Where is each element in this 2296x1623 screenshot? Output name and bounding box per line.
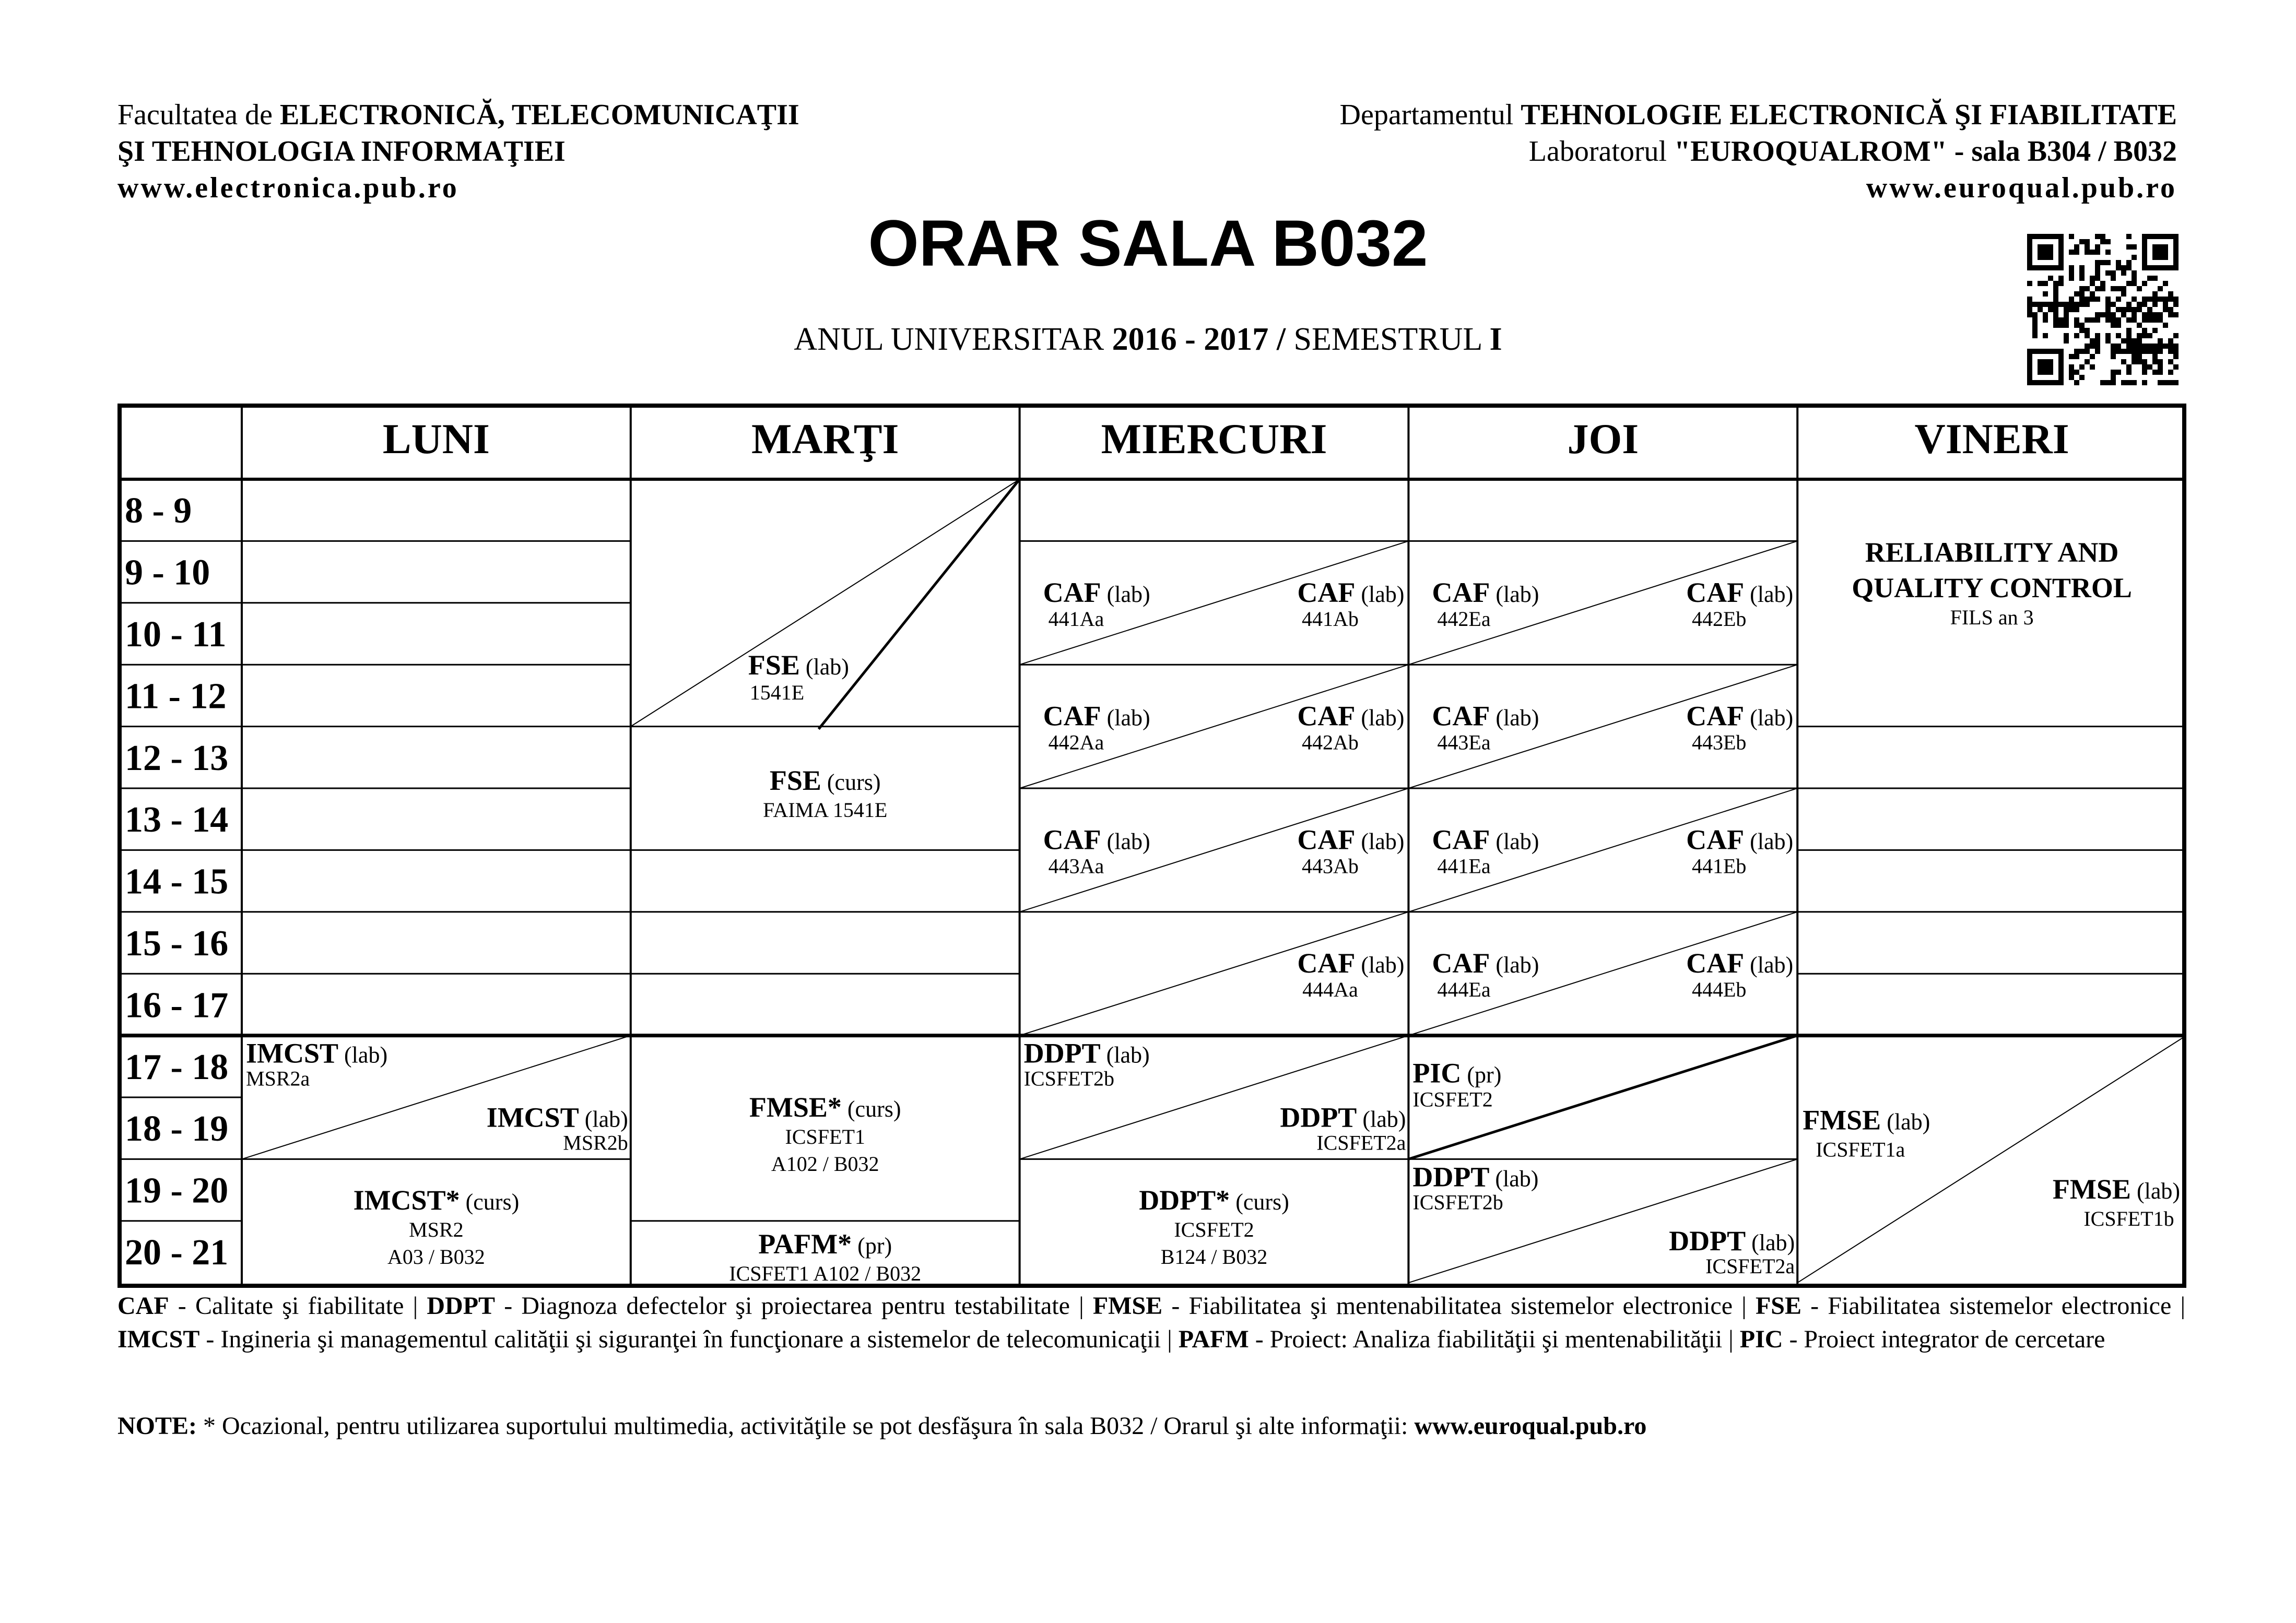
entry-title-left: IMCST (lab) (246, 1037, 388, 1069)
legend-separator: | (1722, 1325, 1740, 1353)
entry-group-right: 443Eb (1691, 730, 1747, 754)
entry-title: RELIABILITY AND (1865, 536, 2119, 568)
hour-label: 10 - 11 (125, 614, 227, 655)
legend-description: - Calitate şi fiabilitate (169, 1292, 404, 1320)
entry-title-left: CAF (lab) (1043, 700, 1150, 732)
legend-abbr: FSE (1755, 1292, 1802, 1320)
department-url-link[interactable]: www.euroqual.pub.ro (1866, 172, 2177, 204)
entry-title-left: CAF (lab) (1432, 824, 1539, 856)
entry-group-left: ICSFET2b (1412, 1190, 1503, 1214)
entry-title: PAFM* (pr) (758, 1228, 892, 1260)
faculty-header (117, 97, 799, 206)
department-line-1: Departamentul TEHNOLOGIE ELECTRONICĂ ŞI FIABILITATE (1339, 99, 2177, 131)
legend-abbr: DDPT (427, 1292, 496, 1320)
entry-title-right: IMCST (lab) (486, 1101, 628, 1133)
legend-separator: | (1069, 1292, 1093, 1320)
hour-label: 14 - 15 (125, 861, 229, 902)
abbreviation-legend (117, 1289, 2185, 1356)
entry-title-left: CAF (lab) (1432, 576, 1539, 608)
legend-abbr: PIC (1739, 1325, 1783, 1353)
legend-description: - Fiabilitatea şi mentenabilitatea sistemelor electronice (1162, 1292, 1733, 1320)
entry-group-right: 444Aa (1302, 978, 1358, 1002)
legend-separator: | (404, 1292, 427, 1320)
hour-label: 8 - 9 (125, 491, 192, 531)
entry-group-left: ICSFET2b (1023, 1067, 1114, 1091)
legend-description: - Fiabilitatea sistemelor electronice (1801, 1292, 2172, 1320)
entry-detail: FILS an 3 (1950, 605, 2034, 629)
note-url-link[interactable]: www.euroqual.pub.ro (1414, 1412, 1647, 1440)
legend-abbr: IMCST (117, 1325, 200, 1353)
entry-group-right: ICSFET1b (2083, 1207, 2174, 1231)
entry-title-right: CAF (lab) (1686, 947, 1794, 979)
entry-title-right: DDPT (lab) (1280, 1101, 1406, 1133)
entry-group-left: 442Ea (1437, 607, 1491, 631)
entry-title-left: CAF (lab) (1043, 576, 1150, 608)
department-header (1340, 97, 2177, 206)
entry-title-right: CAF (lab) (1297, 576, 1405, 608)
entry-detail: ICSFET2 (1174, 1217, 1254, 1241)
day-header-1: LUNI (382, 415, 490, 463)
day-header-2: MARŢI (751, 415, 899, 463)
hour-label: 20 - 21 (125, 1233, 229, 1273)
entry-group: 1541E (749, 681, 805, 705)
entry-title: FMSE* (curs) (749, 1092, 901, 1123)
entry-title-left: PIC (pr) (1412, 1057, 1502, 1089)
qr-code-icon[interactable] (2027, 234, 2179, 385)
entry-title: FSE (lab) (748, 649, 849, 681)
entry-title-right: CAF (lab) (1686, 576, 1794, 608)
entry-group-left: 443Ea (1437, 730, 1491, 754)
legend-description: - Proiect: Analiza fiabilităţii şi mentenabilităţii (1249, 1325, 1723, 1353)
entry-group-right: ICSFET2a (1705, 1254, 1795, 1278)
page-subtitle: ANUL UNIVERSITAR 2016 - 2017 / SEMESTRUL I (794, 322, 1502, 357)
hour-label: 19 - 20 (125, 1170, 229, 1211)
hour-label: 15 - 16 (125, 923, 229, 964)
entry-detail: A102 / B032 (771, 1152, 879, 1176)
entry-group-right: MSR2b (563, 1131, 628, 1155)
entry-group-left: 441Aa (1048, 607, 1104, 631)
entry-title-left: FMSE (lab) (1803, 1104, 1930, 1136)
legend-description: - Diagnoza defectelor şi proiectarea pentru testabilitate (495, 1292, 1070, 1320)
legend-description: - Proiect integrator de cercetare (1783, 1325, 2105, 1353)
entry-title-right: CAF (lab) (1297, 947, 1405, 979)
day-header-4: JOI (1567, 415, 1639, 463)
hour-label: 16 - 17 (125, 985, 229, 1026)
schedule-table (117, 404, 2186, 1288)
legend-description: - Ingineria şi managementul calităţii şi siguranţei în funcţionare a sistemelor de telecomunicaţii (199, 1325, 1161, 1353)
entry-title: FSE (curs) (769, 765, 881, 796)
entry-detail: A03 / B032 (387, 1245, 485, 1269)
legend-separator: | (1161, 1325, 1179, 1353)
schedule-entry[interactable] (631, 479, 1020, 729)
entry-title-left: DDPT (lab) (1412, 1161, 1539, 1193)
day-header-5: VINERI (1914, 415, 2069, 463)
hour-label: 18 - 19 (125, 1109, 229, 1150)
entry-title-right: CAF (lab) (1297, 700, 1405, 732)
entry-title-right: FMSE (lab) (2052, 1174, 2180, 1205)
legend-abbr: PAFM (1178, 1325, 1249, 1353)
legend-separator: | (2171, 1292, 2186, 1320)
faculty-line-2: ŞI TEHNOLOGIA INFORMAŢIEI (117, 135, 566, 168)
hour-label: 11 - 12 (125, 676, 227, 717)
note: NOTE: * Ocazional, pentru utilizarea suportului multimedia, activităţile se pot desfăşura în sala B032 / Orarul şi alte informaţii: www.euroqual.pub.ro (117, 1412, 1647, 1440)
entry-title-2: QUALITY CONTROL (1852, 572, 2132, 603)
entry-group-right: 444Eb (1691, 978, 1747, 1002)
entry-group-left: ICSFET2 (1412, 1087, 1493, 1111)
entry-title-right: CAF (lab) (1686, 824, 1794, 856)
entry-detail: ICSFET1 (785, 1125, 865, 1149)
hour-label: 17 - 18 (125, 1047, 229, 1087)
entry-group-left: 443Aa (1048, 854, 1104, 878)
entry-title-left: DDPT (lab) (1023, 1037, 1150, 1069)
entry-group-left: ICSFET1a (1816, 1138, 1905, 1162)
legend-separator: | (1733, 1292, 1756, 1320)
entry-detail: MSR2 (409, 1217, 464, 1241)
entry-title-left: CAF (lab) (1432, 700, 1539, 732)
day-header-3: MIERCURI (1101, 415, 1327, 463)
entry-group-right: ICSFET2a (1316, 1131, 1406, 1155)
hour-label: 9 - 10 (125, 552, 210, 593)
entry-group-left: 444Ea (1437, 978, 1491, 1002)
entry-title-left: CAF (lab) (1432, 947, 1539, 979)
hour-label: 12 - 13 (125, 738, 229, 778)
entry-title-left: CAF (lab) (1043, 824, 1150, 856)
hour-label: 13 - 14 (125, 800, 229, 840)
legend-abbr: FMSE (1092, 1292, 1163, 1320)
entry-detail: FAIMA 1541E (763, 798, 888, 822)
entry-group-right: 442Eb (1691, 607, 1747, 631)
entry-title-right: CAF (lab) (1297, 824, 1405, 856)
entry-group-right: 443Ab (1301, 854, 1359, 878)
entry-group-left: MSR2a (246, 1067, 310, 1091)
entry-title: DDPT* (curs) (1139, 1184, 1289, 1216)
entry-detail: B124 / B032 (1160, 1245, 1268, 1269)
entry-group-left: 442Aa (1048, 730, 1104, 754)
entry-group-right: 442Ab (1301, 730, 1359, 754)
page-title: ORAR SALA B032 (868, 207, 1428, 280)
department-line-2: Laboratorul "EUROQUALROM" - sala B304 / B032 (1528, 135, 2177, 168)
entry-title-right: DDPT (lab) (1669, 1225, 1795, 1257)
faculty-url-link[interactable]: www.electronica.pub.ro (117, 172, 459, 204)
faculty-line-1: Facultatea de ELECTRONICĂ, TELECOMUNICAŢII (117, 99, 799, 131)
entry-group-left: 441Ea (1437, 854, 1491, 878)
legend-abbr: CAF (117, 1292, 169, 1320)
entry-group-right: 441Ab (1301, 607, 1359, 631)
entry-title: IMCST* (curs) (353, 1184, 520, 1216)
entry-group-right: 441Eb (1691, 854, 1747, 878)
entry-title-right: CAF (lab) (1686, 700, 1794, 732)
entry-detail: ICSFET1 A102 / B032 (729, 1262, 922, 1285)
